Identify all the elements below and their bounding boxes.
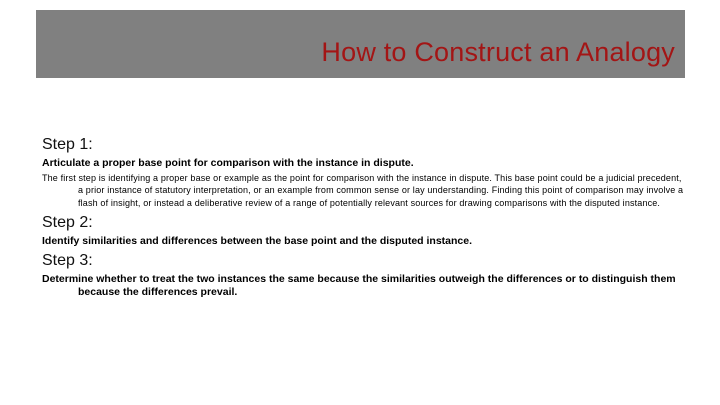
step-1-heading: Step 1: <box>42 136 93 153</box>
slide-content <box>42 135 684 299</box>
step-3-summary: Determine whether to treat the two instances the same because the similarities outweigh the differences or to distinguish them because the differences prevail. <box>42 272 676 298</box>
step-2-summary: Identify similarities and differences between the base point and the disputed instance. <box>42 234 473 247</box>
step-3 <box>42 251 684 299</box>
step-1 <box>42 135 684 209</box>
slide-title: How to Construct an Analogy <box>321 37 675 67</box>
step-2 <box>42 213 684 248</box>
title-bar <box>36 10 685 78</box>
step-3-heading: Step 3: <box>42 251 93 269</box>
step-1-summary: Articulate a proper base point for comparison with the instance in dispute. <box>42 157 414 169</box>
step-1-detail: The first step is identifying a proper base or example as the point for comparison with the instance in dispute. This base point could be a judicial precedent, a prior instance of statutory interpretation, or an example from common sense or lay understanding. Finding this point of comparison may involve a flash of insight, or instead a deliberative review of a range of potentially relevant sources for drawing comparisons with the disputed instance. <box>42 173 684 208</box>
step-2-heading: Step 2: <box>42 213 93 231</box>
